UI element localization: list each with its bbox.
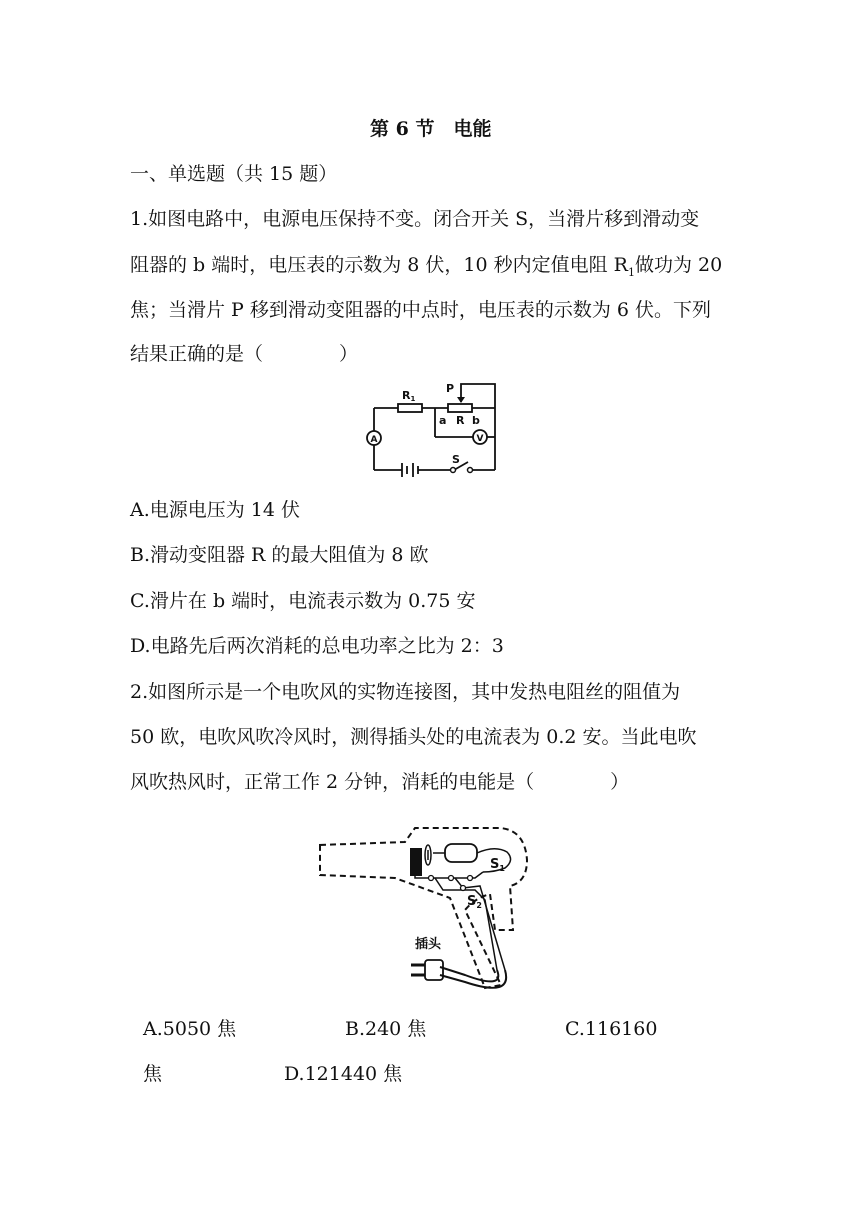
circuit-diagram (360, 380, 500, 480)
question-2-line-2: 50 欧，电吹风吹冷风时，测得插头处的电流表为 0.2 安。当此电吹 (130, 726, 697, 748)
q1-option-c: C.滑片在 b 端时，电流表示数为 0.75 安 (130, 590, 476, 612)
question-1-line-2-tail: 做功为 20 (634, 254, 723, 276)
ammeter-label: A (370, 435, 378, 445)
q2-option-d: D.121440 焦 (284, 1063, 403, 1085)
end-b-label: b (472, 414, 480, 427)
hair-dryer-diagram (315, 820, 535, 995)
switch-s1-label: $S_1$ (490, 857, 505, 873)
q2-option-c: C.116160 (565, 1018, 658, 1040)
q2-option-c-unit: 焦 (143, 1063, 163, 1085)
r1-label: R1 (402, 389, 416, 403)
question-1-line-3: 焦；当滑片 P 移到滑动变阻器的中点时，电压表的示数为 6 伏。下列 (130, 299, 712, 321)
q1-option-a: A.电源电压为 14 伏 (130, 499, 301, 521)
question-2-line-3: 风吹热风时，正常工作 2 分钟，消耗的电能是（ ） (130, 771, 630, 793)
q1-option-b: B.滑动变阻器 R 的最大阻值为 8 欧 (130, 544, 429, 566)
question-1-line-2 (130, 253, 722, 285)
section-heading: 一、单选题（共 15 题） (130, 163, 338, 185)
question-1-line-1: 1.如图电路中，电源电压保持不变。闭合开关 S，当滑片移到滑动变 (130, 208, 700, 230)
question-2-line-1: 2.如图所示是一个电吹风的实物连接图，其中发热电阻丝的阻值为 (130, 681, 681, 703)
end-a-label: a (439, 414, 447, 427)
switch-s2-label: $S_2$ (467, 894, 482, 910)
question-1-line-4: 结果正确的是（ ） (130, 343, 359, 365)
q2-option-b: B.240 焦 (345, 1018, 427, 1040)
switch-s-label: S (452, 453, 460, 466)
voltmeter-label: V (476, 434, 484, 444)
q1-option-d: D.电路先后两次消耗的总电功率之比为 2：3 (130, 635, 504, 657)
plug-label: 插头 (415, 937, 442, 952)
slider-p-label: P (446, 382, 455, 395)
r1-subscript: 1 (627, 265, 635, 279)
question-1-line-2-text: 阻器的 b 端时，电压表的示数为 8 伏，10 秒内定值电阻 R (130, 254, 628, 276)
page-title: 第 6 节 电能 (370, 118, 492, 140)
rheostat-r-label: R (456, 414, 465, 427)
q2-option-a: A.5050 焦 (143, 1018, 237, 1040)
